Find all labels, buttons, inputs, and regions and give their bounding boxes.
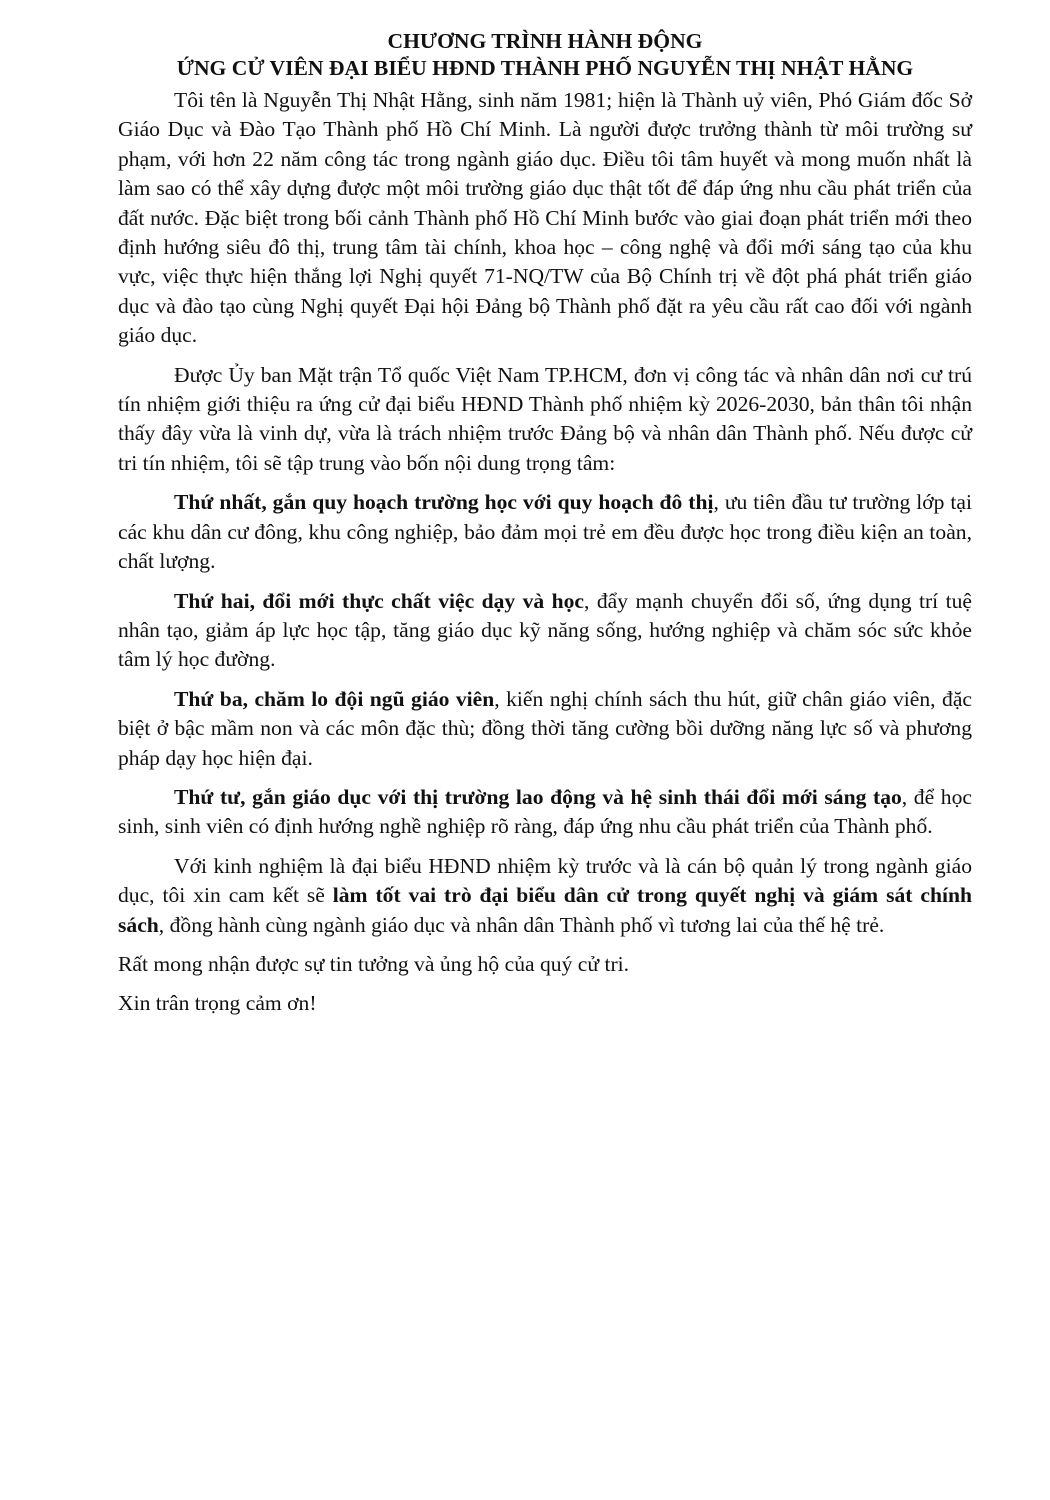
point-2-paragraph bbox=[118, 587, 972, 675]
nomination-paragraph: Được Ủy ban Mặt trận Tổ quốc Việt Nam TP.HCM, đơn vị công tác và nhân dân nơi cư trú tín nhiệm giới thiệu ra ứng cử đại biểu HĐND Thành phố nhiệm kỳ 2026-2030, bản thân tôi nhận thấy đây vừa là vinh dự, vừa là trách nhiệm trước Đảng bộ và nhân dân Thành phố. Nếu được cử tri tín nhiệm, tôi sẽ tập trung vào bốn nội dung trọng tâm: bbox=[118, 362, 972, 475]
point-3-paragraph bbox=[118, 685, 972, 773]
point-3-text: , kiến nghị chính sách thu hút, giữ chân giáo viên, đặc biệt ở bậc mầm non và các môn đặc thù; đồng thời tăng cường bồi dưỡng năng lực số và phương pháp dạy học hiện đại. bbox=[118, 686, 972, 770]
point-2-heading: Thứ hai, đổi mới thực chất việc dạy và học bbox=[174, 588, 585, 613]
point-3-heading: Thứ ba, chăm lo đội ngũ giáo viên bbox=[174, 686, 495, 711]
intro-paragraph: Tôi tên là Nguyễn Thị Nhật Hằng, sinh năm 1981; hiện là Thành uỷ viên, Phó Giám đốc Sở Giáo Dục và Đào Tạo Thành phố Hồ Chí Minh. Là người được trưởng thành từ môi trường sư phạm, với hơn 22 năm công tác trong ngành giáo dục. Điều tôi tâm huyết và mong muốn nhất là làm sao có thể xây dựng được một môi trường giáo dục thật tốt để đáp ứng nhu cầu phát triển của đất nước. Đặc biệt trong bối cảnh Thành phố Hồ Chí Minh bước vào giai đoạn phát triển mới theo định hướng siêu đô thị, trung tâm tài chính, khoa học – công nghệ và đổi mới sáng tạo của khu vực, việc thực hiện thắng lợi Nghị quyết 71-NQ/TW của Bộ Chính trị về đột phá phát triển giáo dục và đào tạo cùng Nghị quyết Đại hội Đảng bộ Thành phố đặt ra yêu cầu rất cao đối với ngành giáo dục. bbox=[118, 88, 972, 348]
point-4-paragraph bbox=[118, 783, 972, 842]
point-1-heading: Thứ nhất, gắn quy hoạch trường học với quy hoạch đô thị bbox=[174, 490, 714, 515]
commitment-text-before: Với kinh nghiệm là đại biểu HĐND nhiệm kỳ trước và là cán bộ quản lý trong ngành giáo dục, tôi xin cam kết sẽ bbox=[118, 853, 972, 908]
point-1-text: , ưu tiên đầu tư trường lớp tại các khu dân cư đông, khu công nghiệp, bảo đảm mọi trẻ em đều được học trong điều kiện an toàn, chất lượng. bbox=[118, 490, 973, 574]
document-page bbox=[118, 28, 972, 1029]
point-4-text: , để học sinh, sinh viên có định hướng nghề nghiệp rõ ràng, đáp ứng nhu cầu phát triển của Thành phố. bbox=[118, 784, 972, 839]
commitment-bold: làm tốt vai trò đại biểu dân cử trong quyết nghị và giám sát chính sách bbox=[118, 883, 972, 937]
commitment-paragraph bbox=[118, 852, 972, 940]
document-title: CHƯƠNG TRÌNH HÀNH ĐỘNG bbox=[387, 29, 703, 53]
closing-thanks: Xin trân trọng cảm ơn! bbox=[118, 991, 317, 1016]
title-block bbox=[118, 28, 972, 82]
point-4-heading: Thứ tư, gắn giáo dục với thị trường lao động và hệ sinh thái đổi mới sáng tạo bbox=[174, 784, 902, 809]
point-2-text: , đẩy mạnh chuyển đổi số, ứng dụng trí tuệ nhân tạo, giảm áp lực học tập, tăng giáo dục kỹ năng sống, hướng nghiệp và chăm sóc sức khỏe tâm lý học đường. bbox=[118, 588, 972, 672]
point-1-paragraph bbox=[118, 488, 972, 576]
document-subtitle: ỨNG CỬ VIÊN ĐẠI BIỂU HĐND THÀNH PHỐ NGUYỄN THỊ NHẬT HẰNG bbox=[176, 56, 914, 80]
closing-request: Rất mong nhận được sự tin tưởng và ủng hộ của quý cử tri. bbox=[118, 951, 630, 976]
commitment-text-after: , đồng hành cùng ngành giáo dục và nhân dân Thành phố vì tương lai của thế hệ trẻ. bbox=[158, 912, 885, 937]
